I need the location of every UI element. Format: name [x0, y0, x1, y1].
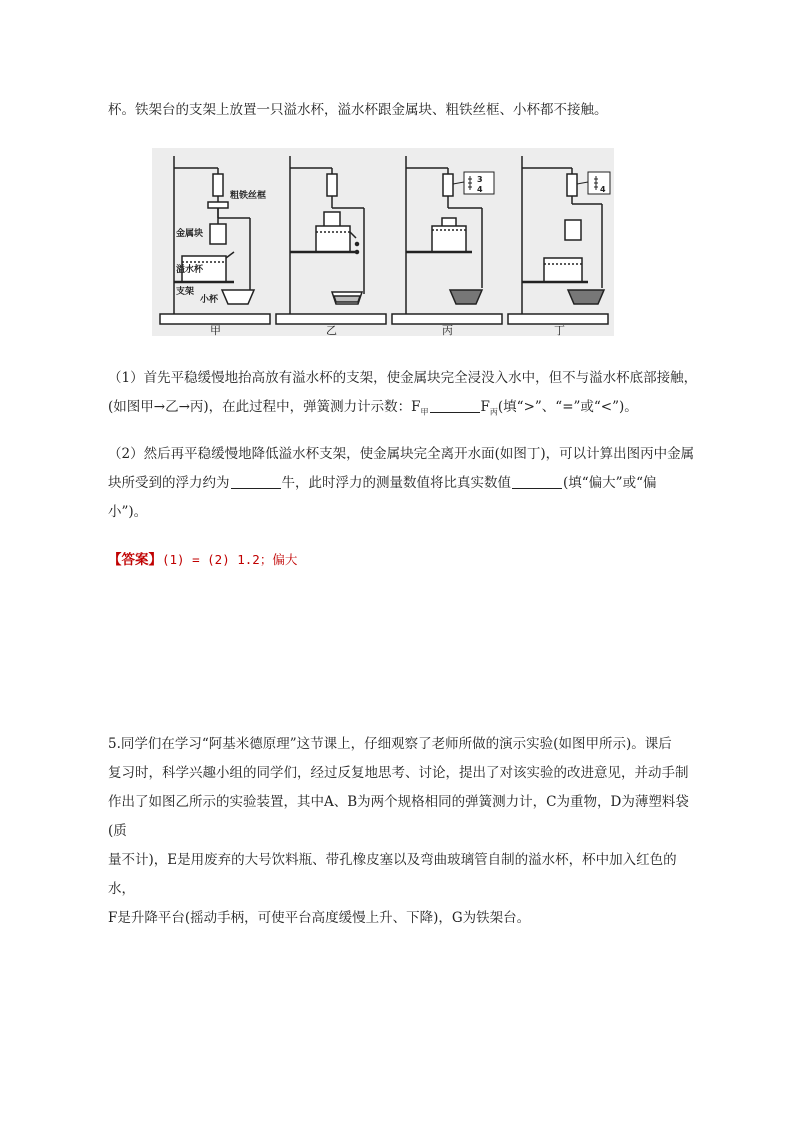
intro-line: 杯。铁架台的支架上放置一只溢水杯，溢水杯跟金属块、粗铁丝框、小杯都不接触。 [108, 102, 608, 118]
caption-bing: 丙 [442, 324, 453, 336]
q2-line2: 块所受到的浮力约为 牛，此时浮力的测量数值将比真实数值 (填“偏大”或“偏 [108, 475, 657, 491]
caption-ding: 丁 [554, 324, 565, 336]
caption-yi: 乙 [326, 324, 337, 336]
question-5 [108, 730, 698, 933]
label-small-cup: 小杯 [200, 295, 219, 305]
q5-line5: F是升降平台(摇动手柄，可使平台高度缓慢上升、下降)，G为铁架台。 [108, 910, 531, 926]
q1-line2: (如图甲→乙→丙)，在此过程中，弹簧测力计示数：$F_甲$ $F_丙$(填“>”、“=”或“<”)。 [108, 399, 638, 417]
q5-line1: 5.同学们在学习“阿基米德原理”这节课上，仔细观察了老师所做的演示实验(如图甲所示)。课后 [108, 736, 672, 752]
q2-buoyancy-blank[interactable] [231, 474, 281, 489]
experiment-figure [152, 148, 614, 336]
label-cup: 溢水杯 [176, 265, 204, 275]
label-support: 支架 [176, 287, 195, 297]
q5-line4: 量不计)，E是用废弃的大号饮料瓶、带孔橡皮塞以及弯曲玻璃管自制的溢水杯，杯中加入红色的水， [108, 852, 677, 897]
q1-line1: （1）首先平稳缓慢地抬高放有溢水杯的支架，使金属块完全浸没入水中，但不与溢水杯底部接触， [108, 370, 698, 386]
question-2 [108, 440, 698, 527]
question-1 [108, 364, 698, 427]
q2-line1: （2）然后再平稳缓慢地降低溢水杯支架，使金属块完全离开水面(如图丁)，可以计算出图丙中金属 [108, 446, 695, 462]
answer-line [108, 550, 297, 570]
q2-line3: 小”)。 [108, 504, 148, 520]
label-frame: 粗铁丝框 [230, 191, 267, 201]
answer-text: (1) = (2) 1.2；偏大 [162, 552, 298, 567]
caption-jia: 甲 [210, 324, 221, 336]
q1-answer-blank[interactable] [430, 398, 480, 413]
label-block: 金属块 [176, 229, 204, 239]
scale-number-1: 3 [477, 175, 483, 184]
q5-line3: 作出了如图乙所示的实验装置，其中A、B为两个规格相同的弹簧测力计，C为重物，D为薄塑料袋(质 [108, 794, 689, 839]
q2-compare-blank[interactable] [512, 474, 562, 489]
answer-label: 【答案】 [108, 552, 162, 568]
q5-line2: 复习时，科学兴趣小组的同学们，经过反复地思考、讨论，提出了对该实验的改进意见，并动手制 [108, 765, 689, 781]
scale-number-2: 4 [477, 185, 483, 194]
scale-number-ding: 4 [600, 185, 606, 194]
